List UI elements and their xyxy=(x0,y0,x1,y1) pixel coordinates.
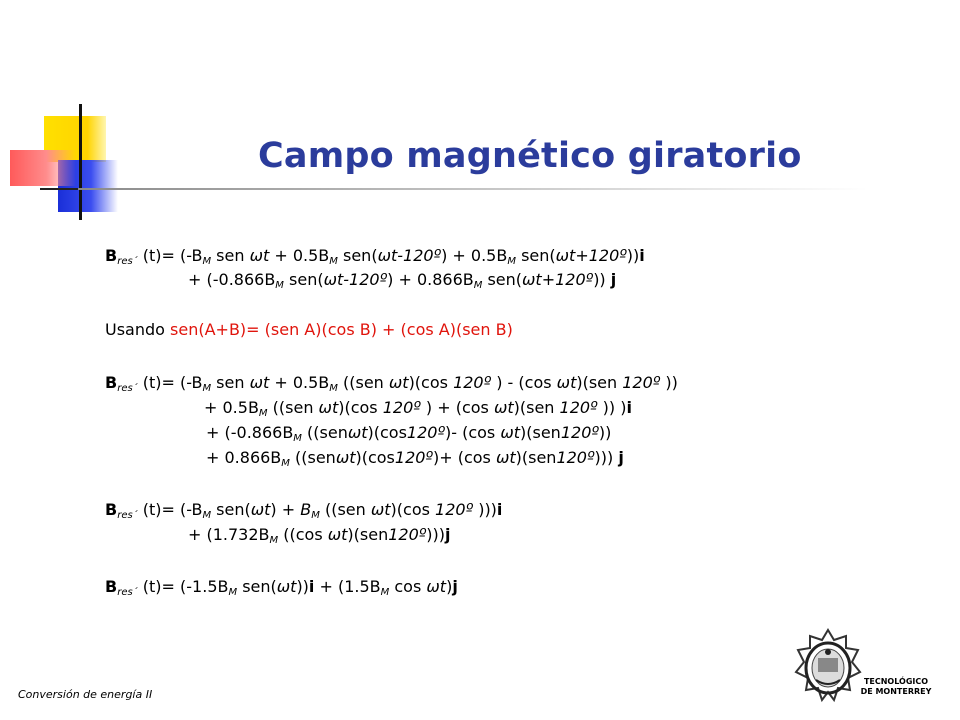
slide-title: Campo magnético giratorio xyxy=(258,136,802,176)
equation-4-line-1: $B_{res´}$ $(t)= (-1.5B_M$ $sen(\omega t))i + (1.5B_M$ cos ωt)j xyxy=(105,577,458,598)
equation-1-line-2: + ($-0.866B_M$ sen(ωt-120º) + $0.866B_M$ sen(ωt+120º)) j xyxy=(188,270,617,291)
equation-2-line-4: + $0.866B_M$ ((senωt)(cos120º)+ (cos ωt)(sen120º))) j xyxy=(206,448,624,469)
equation-2-line-1: $B_{res´}$ $(t)= (-B_M$ sen $\omega t + 0.5B_M$ ((sen ωt)(cos 120º ) - (cos ωt)(sen 120º )) xyxy=(105,373,678,394)
decor-vertical-line xyxy=(79,104,82,220)
equation-2-line-2: + $0.5B_M$ ((sen ωt)(cos 120º ) + (cos ωt)(sen 120º )) )i xyxy=(204,398,632,419)
decor-red-bar xyxy=(10,150,76,186)
equation-3-line-2: + ($1.732B_M$ ((cos ωt)(sen120º)))j xyxy=(188,525,451,546)
identity-line: Usando sen(A+B)= (sen A)(cos B) + (cos A)(sen B) xyxy=(105,320,513,339)
trig-identity: sen(A+B)= (sen A)(cos B) + (cos A)(sen B) xyxy=(170,320,513,339)
course-footer: Conversión de energía II xyxy=(18,688,153,701)
equation-1-line-1: $B_{res´}$ $(t)= (-B_M$ sen $\omega t + 0.5B_M$ sen(ωt-120º) + $0.5B_M$ sen(ωt+120º))i xyxy=(105,246,645,267)
tec-monterrey-wordmark: TECNOLÓGICO DE MONTERREY xyxy=(860,677,932,696)
tec-monterrey-seal-icon xyxy=(794,628,862,706)
equation-2-line-3: + ($-0.866B_M$ ((senωt)(cos120º)- (cos ωt)(sen120º)) xyxy=(206,423,612,444)
title-underline xyxy=(78,188,868,190)
equation-3-line-1: $B_{res´}$ $(t)= (-B_M$ $sen(\omega t) + B_M$ ((sen ωt)(cos 120º )))i xyxy=(105,500,503,521)
